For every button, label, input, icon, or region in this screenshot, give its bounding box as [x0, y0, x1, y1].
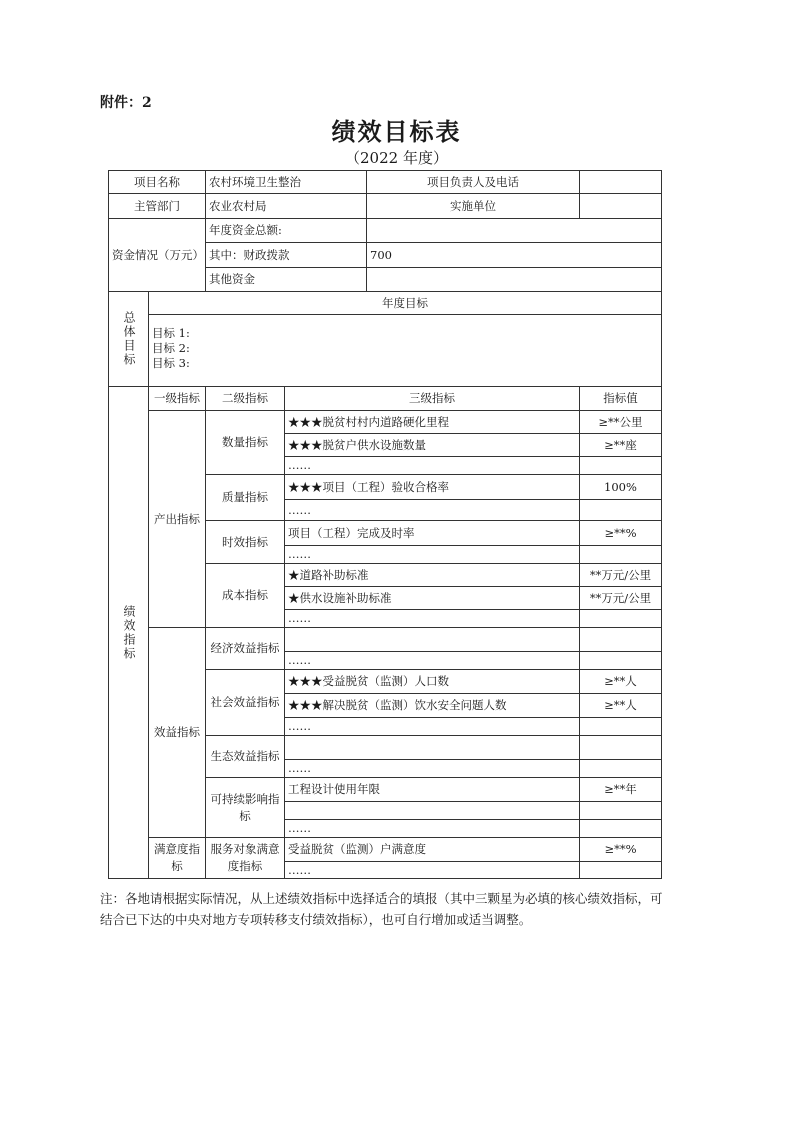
goal-list: [149, 315, 662, 387]
value-cell: 100%: [580, 475, 662, 500]
page-title: 绩效目标表: [331, 117, 462, 146]
value-cell: [580, 802, 662, 820]
impl-unit-value: [580, 194, 662, 219]
funds-label: 资金情况（万元）: [109, 219, 206, 292]
value-cell: ≥**公里: [580, 411, 662, 434]
overall-goal-label: [109, 292, 149, 387]
value-cell: ≥**人: [580, 670, 662, 694]
value-cell: ≥**人: [580, 694, 662, 718]
satisfaction-label: 满意度指标: [149, 838, 206, 879]
value-cell: **万元/公里: [580, 587, 662, 610]
value-cell: [580, 862, 662, 879]
project-lead-label: 项目负责人及电话: [367, 171, 580, 194]
value-cell: [580, 820, 662, 838]
project-lead-value: [580, 171, 662, 194]
project-name-value: 农村环境卫生整治: [206, 171, 367, 194]
value-cell: ≥**%: [580, 521, 662, 546]
overall-goal-text: 总体目标: [122, 311, 136, 367]
value-cell: ≥**座: [580, 434, 662, 457]
col-level2: 二级指标: [206, 387, 285, 411]
annual-goal-label: 年度目标: [149, 292, 662, 315]
goal-item: 目标 2:: [152, 341, 190, 355]
cost-label: 成本指标: [206, 564, 285, 628]
col-value: 指标值: [580, 387, 662, 411]
indicator-cell: ……: [285, 760, 580, 778]
funds-fiscal-value: 700: [367, 243, 662, 268]
value-cell: [580, 718, 662, 736]
indicator-cell: ……: [285, 862, 580, 879]
col-level3: 三级指标: [285, 387, 580, 411]
benefit-label: 效益指标: [149, 628, 206, 838]
indicator-cell: ★★★解决脱贫（监测）饮水安全问题人数: [285, 694, 580, 718]
indicator-cell: ★★★脱贫村村内道路硬化里程: [285, 411, 580, 434]
indicator-cell: [285, 628, 580, 652]
goal-item: 目标 1:: [152, 326, 190, 340]
funds-total-value: [367, 219, 662, 243]
perf-label-text: 绩效指标: [122, 604, 136, 661]
project-name-label: 项目名称: [109, 171, 206, 194]
value-cell: ≥**年: [580, 778, 662, 802]
timeliness-label: 时效指标: [206, 521, 285, 564]
indicator-cell: [285, 802, 580, 820]
value-cell: **万元/公里: [580, 564, 662, 587]
value-cell: [580, 610, 662, 628]
value-cell: [580, 546, 662, 564]
indicator-cell: ★★★受益脱贫（监测）人口数: [285, 670, 580, 694]
indicator-cell: ……: [285, 546, 580, 564]
indicator-cell: [285, 736, 580, 760]
output-label: 产出指标: [149, 411, 206, 628]
value-cell: [580, 760, 662, 778]
value-cell: [580, 500, 662, 521]
dept-label: 主管部门: [109, 194, 206, 219]
indicator-cell: ……: [285, 610, 580, 628]
indicator-cell: 项目（工程）完成及时率: [285, 521, 580, 546]
performance-goal-table: [108, 170, 662, 879]
sustainable-label: 可持续影响指标: [206, 778, 285, 838]
value-cell: ≥**%: [580, 838, 662, 862]
col-level1: 一级指标: [149, 387, 206, 411]
funds-other-value: [367, 268, 662, 292]
indicator-cell: ……: [285, 457, 580, 475]
indicator-cell: ★★★项目（工程）验收合格率: [285, 475, 580, 500]
dept-value: 农业农村局: [206, 194, 367, 219]
indicator-cell: ★供水设施补助标准: [285, 587, 580, 610]
ecological-label: 生态效益指标: [206, 736, 285, 778]
indicator-cell: ……: [285, 500, 580, 521]
impl-unit-label: 实施单位: [367, 194, 580, 219]
social-label: 社会效益指标: [206, 670, 285, 736]
service-label: 服务对象满意度指标: [206, 838, 285, 879]
value-cell: [580, 736, 662, 760]
footnote: 注：各地请根据实际情况，从上述绩效指标中选择适合的填报（其中三颗星为必填的核心绩效指标，可结合已下达的中央对地方专项转移支付绩效指标），也可自行增加或适当调整。: [100, 891, 663, 927]
goal-item: 目标 3:: [152, 356, 190, 370]
value-cell: [580, 652, 662, 670]
value-cell: [580, 628, 662, 652]
indicator-cell: ★道路补助标准: [285, 564, 580, 587]
quality-label: 质量指标: [206, 475, 285, 521]
indicator-cell: 工程设计使用年限: [285, 778, 580, 802]
indicator-cell: ★★★脱贫户供水设施数量: [285, 434, 580, 457]
economic-label: 经济效益指标: [206, 628, 285, 670]
indicator-cell: ……: [285, 718, 580, 736]
page-subtitle: （2022 年度）: [345, 149, 448, 167]
indicator-cell: 受益脱贫（监测）户满意度: [285, 838, 580, 862]
funds-fiscal-label: 其中：财政拨款: [206, 243, 367, 268]
funds-other-label: 其他资金: [206, 268, 367, 292]
value-cell: [580, 457, 662, 475]
quantity-label: 数量指标: [206, 411, 285, 475]
indicator-cell: ……: [285, 652, 580, 670]
attachment-label: 附件：2: [100, 95, 152, 111]
perf-label: [109, 387, 149, 879]
indicator-cell: ……: [285, 820, 580, 838]
funds-total-label: 年度资金总额:: [206, 219, 367, 243]
